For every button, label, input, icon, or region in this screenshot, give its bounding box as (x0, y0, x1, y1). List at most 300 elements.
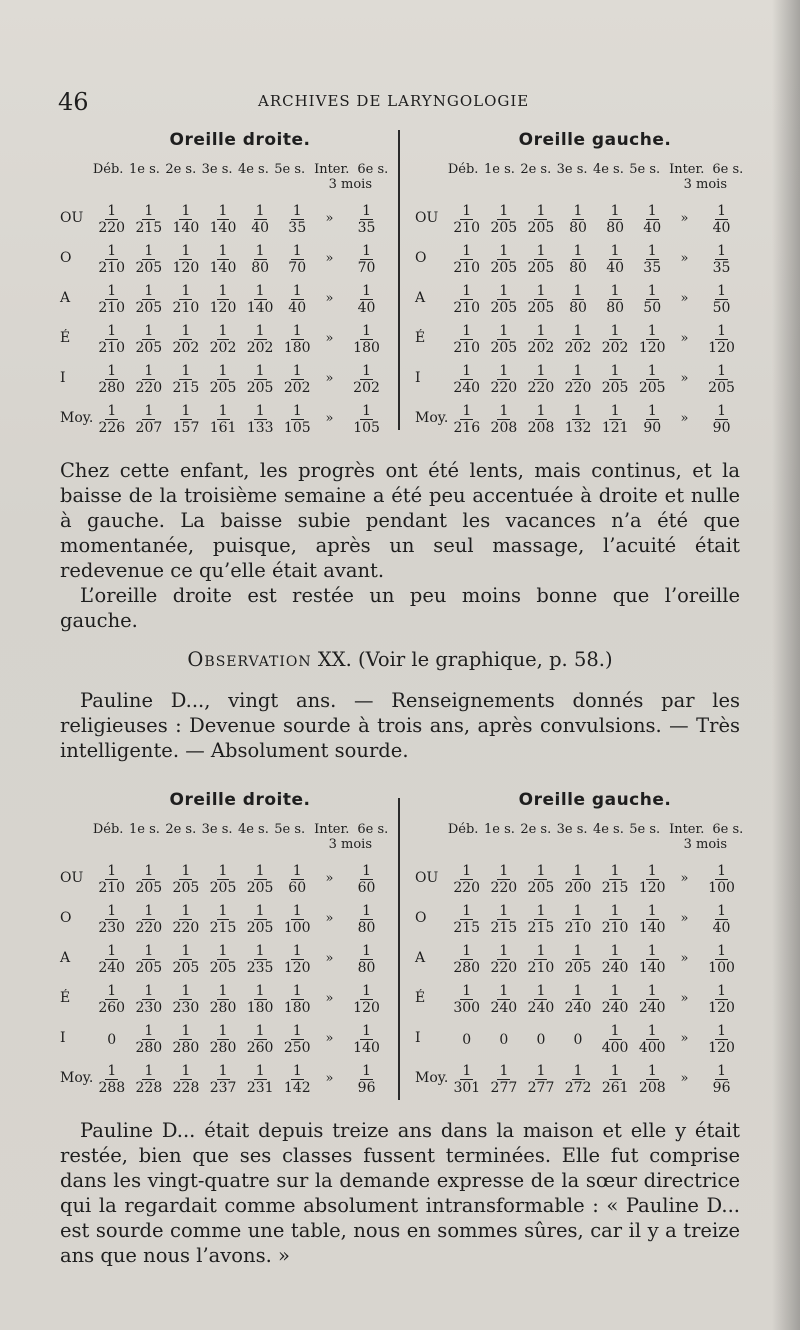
acuity-cell (204, 940, 241, 976)
page-number: 46 (58, 88, 89, 116)
fraction-denominator: 202 (527, 340, 555, 356)
fraction-numerator: 1 (610, 983, 620, 999)
fraction-denominator: 220 (172, 920, 200, 936)
fraction-numerator: 1 (573, 863, 583, 879)
fraction-denominator: 215 (601, 880, 629, 896)
acuity-fraction (173, 363, 200, 396)
fraction-denominator: 215 (172, 380, 200, 396)
fraction-denominator: 208 (490, 420, 518, 436)
acuity-cell (485, 400, 522, 436)
fraction-numerator: 1 (144, 863, 154, 879)
acuity-fraction (288, 203, 306, 236)
inter-mark: » (680, 950, 689, 966)
acuity-cell (560, 400, 597, 436)
fraction-numerator: 1 (462, 863, 472, 879)
column-header: 2e s. (165, 822, 197, 837)
acuity-cell (93, 280, 130, 316)
column-headers (445, 162, 745, 177)
table-row (415, 278, 745, 318)
acuity-fraction (251, 203, 269, 236)
column-header: 4e s. (592, 822, 624, 837)
fraction-denominator: 105 (353, 420, 380, 436)
fraction-numerator: 1 (462, 983, 472, 999)
acuity-cell (698, 860, 745, 896)
acuity-cell (597, 860, 634, 896)
acuity-fraction (135, 1023, 162, 1056)
acuity-fraction (135, 363, 162, 396)
fraction-numerator: 1 (255, 903, 265, 919)
acuity-fraction (602, 363, 629, 396)
fraction-denominator: 100 (708, 960, 735, 976)
inter-months-label: 3 mois (328, 177, 372, 192)
fraction-denominator: 220 (527, 380, 555, 396)
acuity-cell (559, 360, 596, 396)
acuity-fraction (135, 863, 162, 896)
oreille-gauche-table (415, 790, 745, 1098)
acuity-fraction (639, 1023, 666, 1056)
fraction-denominator: 231 (246, 1080, 274, 1096)
fraction-numerator: 1 (536, 943, 546, 959)
acuity-cell (93, 200, 130, 236)
acuity-fraction (284, 323, 311, 356)
fraction-denominator: 180 (353, 340, 380, 356)
acuity-cell (204, 860, 241, 896)
acuity-cell (93, 1029, 130, 1048)
acuity-cell (559, 900, 596, 936)
fraction-denominator: 230 (135, 1000, 163, 1016)
acuity-cell (448, 320, 485, 356)
acuity-fraction (490, 323, 517, 356)
acuity-fraction (284, 1063, 311, 1096)
acuity-fraction (284, 1023, 311, 1056)
fraction-numerator: 1 (292, 363, 302, 379)
fraction-denominator: 80 (569, 220, 587, 236)
inter-months-label: 3 mois (683, 837, 727, 852)
acuity-fraction (602, 1063, 629, 1096)
fraction-denominator: 280 (453, 960, 481, 976)
fraction-numerator: 1 (717, 903, 726, 919)
acuity-cell (634, 360, 671, 396)
fraction-numerator: 1 (536, 983, 546, 999)
acuity-cell (522, 400, 559, 436)
fraction-denominator: 210 (453, 300, 481, 316)
acuity-cell (698, 320, 745, 356)
fraction-numerator: 1 (717, 863, 726, 879)
fraction-denominator: 120 (708, 1000, 735, 1016)
fraction-numerator: 1 (610, 1063, 620, 1079)
fraction-numerator: 1 (610, 243, 620, 259)
acuity-cell (343, 240, 390, 276)
ear-title: Oreille gauche. (518, 790, 672, 810)
fraction-denominator: 205 (527, 220, 555, 236)
acuity-fraction (606, 243, 624, 276)
column-header: 4e s. (237, 822, 269, 837)
fraction-denominator: 215 (490, 920, 518, 936)
acuity-fraction (490, 983, 517, 1016)
fraction-numerator: 1 (499, 943, 509, 959)
fraction-denominator: 80 (606, 300, 625, 316)
acuity-cell (242, 320, 279, 356)
fraction-numerator: 1 (255, 243, 265, 259)
fraction-denominator: 220 (490, 880, 518, 896)
fraction-denominator: 96 (357, 1080, 376, 1096)
fraction-numerator: 1 (218, 1063, 228, 1079)
acuity-fraction (288, 243, 306, 276)
vowel-label: I (60, 1030, 66, 1046)
column-header: 6e s. (357, 822, 389, 837)
fraction-numerator: 1 (647, 243, 657, 259)
fraction-numerator: 1 (499, 323, 509, 339)
fraction-numerator: 1 (610, 203, 620, 219)
vowel-label: É (60, 990, 71, 1006)
ear-title: Oreille droite. (169, 790, 311, 810)
acuity-cell (343, 980, 390, 1016)
fraction-denominator: 215 (453, 920, 481, 936)
fraction-numerator: 1 (717, 283, 726, 299)
fraction-numerator: 1 (499, 243, 509, 259)
fraction-numerator: 1 (717, 983, 726, 999)
fraction-denominator: 260 (98, 1000, 126, 1016)
acuity-cell (167, 1020, 204, 1056)
acuity-fraction (708, 1023, 735, 1056)
acuity-cell (279, 980, 316, 1016)
fraction-numerator: 1 (144, 203, 154, 219)
table-row (60, 938, 390, 978)
acuity-fraction (358, 243, 376, 276)
fraction-numerator: 1 (462, 203, 472, 219)
fraction-numerator: 1 (218, 983, 228, 999)
fraction-denominator: 400 (638, 1040, 666, 1056)
acuity-fraction (353, 983, 380, 1016)
acuity-cell (343, 360, 390, 396)
acuity-fraction (98, 283, 125, 316)
acuity-cell (343, 200, 390, 236)
fraction-numerator: 1 (218, 323, 228, 339)
acuity-cell (448, 240, 485, 276)
acuity-cell (448, 1029, 485, 1048)
table-row (415, 978, 745, 1018)
acuity-fraction (210, 363, 237, 396)
acuity-cell (130, 900, 167, 936)
acuity-fraction (569, 203, 587, 236)
acuity-fraction (639, 363, 666, 396)
fraction-denominator: 205 (708, 380, 735, 396)
acuity-cell (130, 860, 167, 896)
table-row (415, 358, 745, 398)
fraction-denominator: 400 (601, 1040, 629, 1056)
acuity-fraction (453, 283, 480, 316)
acuity-fraction (643, 243, 661, 276)
fraction-denominator: 40 (606, 260, 625, 276)
fraction-numerator: 1 (610, 863, 620, 879)
fraction-denominator: 228 (135, 1080, 163, 1096)
acuity-fraction (569, 283, 587, 316)
fraction-numerator: 1 (181, 903, 191, 919)
oreille-droite-table (60, 130, 390, 438)
fraction-numerator: 1 (536, 323, 546, 339)
acuity-fraction (353, 403, 380, 436)
fraction-numerator: 1 (107, 243, 117, 259)
acuity-fraction (565, 943, 592, 976)
acuity-cell (130, 200, 167, 236)
acuity-cell (522, 320, 559, 356)
fraction-numerator: 1 (107, 863, 117, 879)
fraction-denominator: 100 (283, 920, 311, 936)
acuity-cell (485, 940, 522, 976)
inter-mark: » (325, 870, 334, 886)
fraction-numerator: 1 (573, 203, 583, 219)
acuity-cell (93, 400, 130, 436)
acuity-cell (343, 1020, 390, 1056)
vowel-label: É (415, 990, 426, 1006)
fraction-denominator: 220 (135, 920, 163, 936)
acuity-fraction (643, 283, 661, 316)
acuity-cell (559, 280, 596, 316)
fraction-numerator: 1 (255, 1023, 265, 1039)
acuity-cell (204, 240, 241, 276)
fraction-numerator: 1 (717, 403, 727, 419)
column-header: 3e s. (556, 822, 588, 837)
fraction-denominator: 205 (246, 380, 274, 396)
acuity-cell (522, 280, 559, 316)
acuity-cell (167, 980, 204, 1016)
acuity-cell (130, 280, 167, 316)
acuity-fraction (713, 203, 731, 236)
column-header: 1e s. (129, 822, 160, 837)
fraction-numerator: 1 (255, 983, 265, 999)
table-row (60, 858, 390, 898)
acuity-fraction (98, 203, 125, 236)
fraction-numerator: 1 (362, 323, 371, 339)
fraction-denominator: 205 (601, 380, 629, 396)
acuity-zero: 0 (107, 1031, 117, 1048)
acuity-fraction (453, 363, 480, 396)
fraction-denominator: 205 (246, 920, 274, 936)
acuity-fraction (490, 903, 517, 936)
fraction-numerator: 1 (536, 863, 546, 879)
fraction-numerator: 1 (107, 323, 117, 339)
acuity-fraction (247, 323, 274, 356)
table-row (415, 398, 745, 438)
acuity-cell (522, 240, 559, 276)
fraction-denominator: 205 (209, 880, 237, 896)
fraction-numerator: 1 (573, 323, 583, 339)
acuity-cell (485, 360, 522, 396)
acuity-cell (204, 360, 241, 396)
acuity-cell (597, 1060, 634, 1096)
fraction-numerator: 1 (362, 403, 372, 419)
fraction-numerator: 1 (292, 243, 302, 259)
acuity-fraction (210, 983, 237, 1016)
vowel-label: Moy. (415, 1070, 449, 1086)
fraction-numerator: 1 (462, 943, 472, 959)
acuity-fraction (713, 243, 731, 276)
fraction-denominator: 215 (527, 920, 555, 936)
column-header: Déb. (447, 162, 479, 177)
fraction-denominator: 210 (98, 300, 126, 316)
acuity-fraction (565, 323, 592, 356)
acuity-cell (343, 320, 390, 356)
fraction-denominator: 280 (209, 1040, 237, 1056)
fraction-denominator: 210 (453, 220, 481, 236)
fraction-denominator: 70 (288, 260, 307, 276)
table-row (60, 278, 390, 318)
column-header: 4e s. (237, 162, 269, 177)
fraction-denominator: 207 (135, 420, 163, 436)
column-header: 5e s. (274, 162, 306, 177)
inter-mark: » (680, 410, 689, 426)
fraction-numerator: 1 (717, 323, 726, 339)
fraction-denominator: 250 (283, 1040, 311, 1056)
table-row (415, 198, 745, 238)
acuity-cell (634, 860, 671, 896)
oreille-droite-table (60, 790, 390, 1098)
fraction-denominator: 240 (98, 960, 126, 976)
acuity-fraction (288, 863, 306, 896)
hearing-table-2 (60, 790, 744, 1100)
acuity-fraction (569, 243, 587, 276)
acuity-fraction (353, 363, 380, 396)
acuity-cell (522, 900, 559, 936)
fraction-numerator: 1 (292, 903, 302, 919)
fraction-denominator: 35 (288, 220, 307, 236)
table-row (60, 398, 390, 438)
fraction-numerator: 1 (218, 243, 228, 259)
fraction-numerator: 1 (717, 943, 726, 959)
acuity-fraction (98, 363, 125, 396)
fraction-numerator: 1 (462, 1063, 472, 1079)
fraction-numerator: 1 (536, 363, 546, 379)
acuity-fraction (708, 363, 735, 396)
fraction-numerator: 1 (462, 323, 472, 339)
fraction-denominator: 90 (643, 420, 662, 436)
fraction-denominator: 202 (353, 380, 380, 396)
vowel-label: OU (60, 870, 84, 886)
fraction-numerator: 1 (144, 323, 154, 339)
table-row (415, 898, 745, 938)
acuity-fraction (358, 943, 376, 976)
inter-mark: » (680, 870, 689, 886)
acuity-fraction (490, 203, 517, 236)
inter-mark: » (680, 290, 689, 306)
fraction-numerator: 1 (292, 983, 302, 999)
acuity-fraction (210, 943, 237, 976)
fraction-denominator: 280 (209, 1000, 237, 1016)
fraction-denominator: 240 (638, 1000, 666, 1016)
acuity-cell (634, 280, 671, 316)
acuity-fraction (210, 1023, 237, 1056)
fraction-denominator: 120 (708, 340, 735, 356)
fraction-numerator: 1 (144, 283, 154, 299)
fraction-denominator: 80 (569, 300, 587, 316)
inter-mark: » (325, 330, 334, 346)
fraction-numerator: 1 (647, 363, 657, 379)
fraction-numerator: 1 (255, 283, 265, 299)
table-row (415, 238, 745, 278)
column-headers (445, 822, 745, 837)
fraction-denominator: 235 (246, 960, 274, 976)
acuity-cell (93, 860, 130, 896)
fraction-numerator: 1 (499, 903, 509, 919)
acuity-fraction (173, 903, 200, 936)
acuity-cell (242, 280, 279, 316)
fraction-denominator: 140 (353, 1040, 380, 1056)
column-header: 1e s. (129, 162, 160, 177)
fraction-denominator: 40 (357, 300, 376, 316)
fraction-denominator: 226 (98, 420, 126, 436)
acuity-cell (93, 1060, 130, 1096)
acuity-zero: 0 (462, 1031, 472, 1048)
acuity-fraction (284, 363, 311, 396)
acuity-cell (448, 1060, 485, 1096)
column-header: 5e s. (629, 822, 661, 837)
column-header: 1e s. (484, 822, 515, 837)
fraction-denominator: 205 (135, 260, 163, 276)
acuity-fraction (358, 283, 376, 316)
inter-mark: » (680, 250, 689, 266)
acuity-fraction (358, 1063, 376, 1096)
fraction-numerator: 1 (573, 943, 583, 959)
fraction-denominator: 60 (288, 880, 307, 896)
fraction-denominator: 261 (601, 1080, 629, 1096)
fraction-numerator: 1 (181, 1023, 191, 1039)
inter-mark: » (680, 1030, 689, 1046)
vowel-label: Moy. (60, 410, 94, 426)
acuity-fraction (606, 203, 624, 236)
fraction-denominator: 240 (564, 1000, 592, 1016)
fraction-numerator: 1 (717, 363, 726, 379)
acuity-fraction (173, 323, 200, 356)
fraction-numerator: 1 (107, 403, 117, 419)
fraction-denominator: 200 (564, 880, 592, 896)
acuity-cell (167, 360, 204, 396)
acuity-fraction (708, 323, 735, 356)
acuity-cell (597, 280, 634, 316)
acuity-cell (448, 200, 485, 236)
acuity-cell (279, 200, 316, 236)
fraction-numerator: 1 (181, 403, 191, 419)
fraction-denominator: 80 (569, 260, 587, 276)
fraction-denominator: 140 (638, 920, 666, 936)
fraction-denominator: 277 (527, 1080, 555, 1096)
fraction-denominator: 240 (490, 1000, 518, 1016)
vowel-label: A (415, 290, 426, 306)
acuity-fraction (453, 903, 480, 936)
fraction-numerator: 1 (362, 243, 371, 259)
fraction-numerator: 1 (292, 943, 302, 959)
acuity-fraction (173, 943, 200, 976)
fraction-denominator: 120 (638, 880, 666, 896)
fraction-numerator: 1 (362, 983, 371, 999)
fraction-denominator: 120 (638, 340, 666, 356)
fraction-denominator: 180 (283, 1000, 311, 1016)
acuity-fraction (135, 983, 162, 1016)
fraction-numerator: 1 (144, 1063, 154, 1079)
paragraph-3: Pauline D... était depuis treize ans dans la maison et elle y était restée, bien que ses classes fussent terminées. Elle fut comprise dans les vingt-quatre sur la demande expresse de la sœur directrice qui la regardait comme absolument intransformable : « Pauline D... est sourde comme une table, nous en sommes sûres, car il y a treize ans que nous l’avons. » (60, 1119, 740, 1267)
fraction-numerator: 1 (144, 983, 154, 999)
fraction-denominator: 35 (357, 220, 376, 236)
observation-number: XX. (Voir le graphique, p. 58.) (317, 648, 613, 671)
fraction-numerator: 1 (647, 1023, 657, 1039)
fraction-numerator: 1 (499, 403, 509, 419)
acuity-fraction (643, 403, 661, 436)
fraction-numerator: 1 (218, 363, 228, 379)
fraction-numerator: 1 (181, 243, 191, 259)
acuity-fraction (210, 903, 237, 936)
acuity-fraction (284, 403, 311, 436)
fraction-numerator: 1 (218, 863, 228, 879)
acuity-cell (279, 320, 316, 356)
